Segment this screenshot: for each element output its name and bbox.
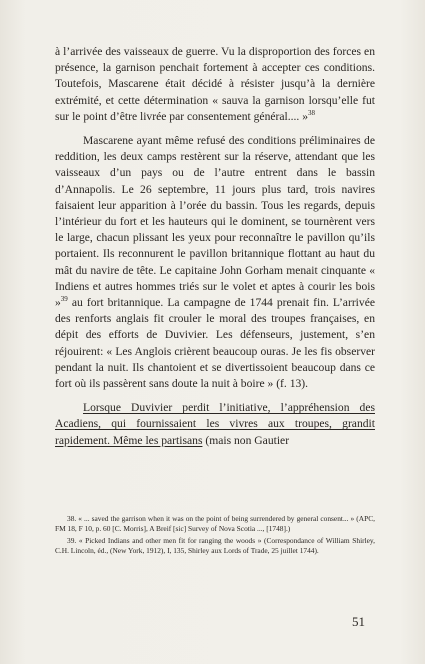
footnote-ref-39: 39	[60, 295, 68, 304]
paragraph-1	[55, 44, 375, 125]
paragraph-2-text-a: Mascarene ayant même refusé des conditions préliminaires de reddition, les deux camps restèrent sur la réserve, attendant que les vaisseaux d’un pays ou de l’autre entrent dans le bassin d’Annapolis. Le 26 septembre, 11 jours plus tard, trois navires faisaient leur apparition à l’orée du bassin. Tous les regards, depuis l’intérieur du fort et les hauteurs qui le dominent, se tournèrent vers le large, chacun plissant les yeux pour reconnaître le pavillon qu’ils portaient. Ils reconnurent le pavillon britannique flottant au haut du mât du navire de tête. Le capitaine John Gorham menait cinquante « Indiens et autres hommes triés sur le volet et aptes à courir les bois »	[55, 134, 375, 310]
paragraph-2	[55, 133, 375, 392]
footnote-39: 39. « Picked Indians and other men fit for ranging the woods » (Correspondance of William Shirley, C.H. Lincoln, éd., (New York, 1912), I, 135, Shirley aux Lords of Trade, 25 juillet 1744).	[55, 536, 375, 555]
page-number: 51	[352, 614, 365, 629]
paragraph-3-underlined-text: Lorsque Duvivier perdit l’initiative, l’appréhension des Acadiens, qui fournissaient les vivres aux troupes, grandit rapidement. Même les partisans	[55, 401, 375, 447]
paragraph-1-text: à l’arrivée des vaisseaux de guerre. Vu la disproportion des forces en présence, la garnison penchait fortement à accepter ces conditions. Toutefois, Mascarene était décidé à résister jusqu’à la dernière extrémité, et cette détermination « sauva la garnison lorsqu’elle fut sur le point d’être livrée par consentement général.... »	[55, 45, 375, 123]
paragraph-3	[55, 400, 375, 449]
footnotes	[55, 514, 375, 558]
paragraph-2-text-b: au fort britannique. La campagne de 1744 prenait fin. L’arrivée des renforts anglais fit crouler le moral des troupes françaises, en dépit des efforts de Duvivier. Les défenseurs, justement, s’en réjouirent: « Les Anglois crièrent beaucoup ouras. Je les fis observer pendant la nuit. Ils chantoient et se divertissoient beaucoup dans ce fort où ils passèrent sans doute la nuit à boire » (f. 13).	[55, 296, 375, 391]
paragraph-3-text-b: (mais non Gautier	[202, 433, 290, 447]
footnote-38: 38. « ... saved the garrison when it was on the point of being surrendered by general consent... » (APC, FM 18, F 10, p. 60 [C. Morris], A Breif [sic] Survey of Nova Scotia ..., [1748].)	[55, 514, 375, 533]
footnote-ref-38: 38	[308, 108, 316, 117]
body-text	[55, 44, 375, 449]
